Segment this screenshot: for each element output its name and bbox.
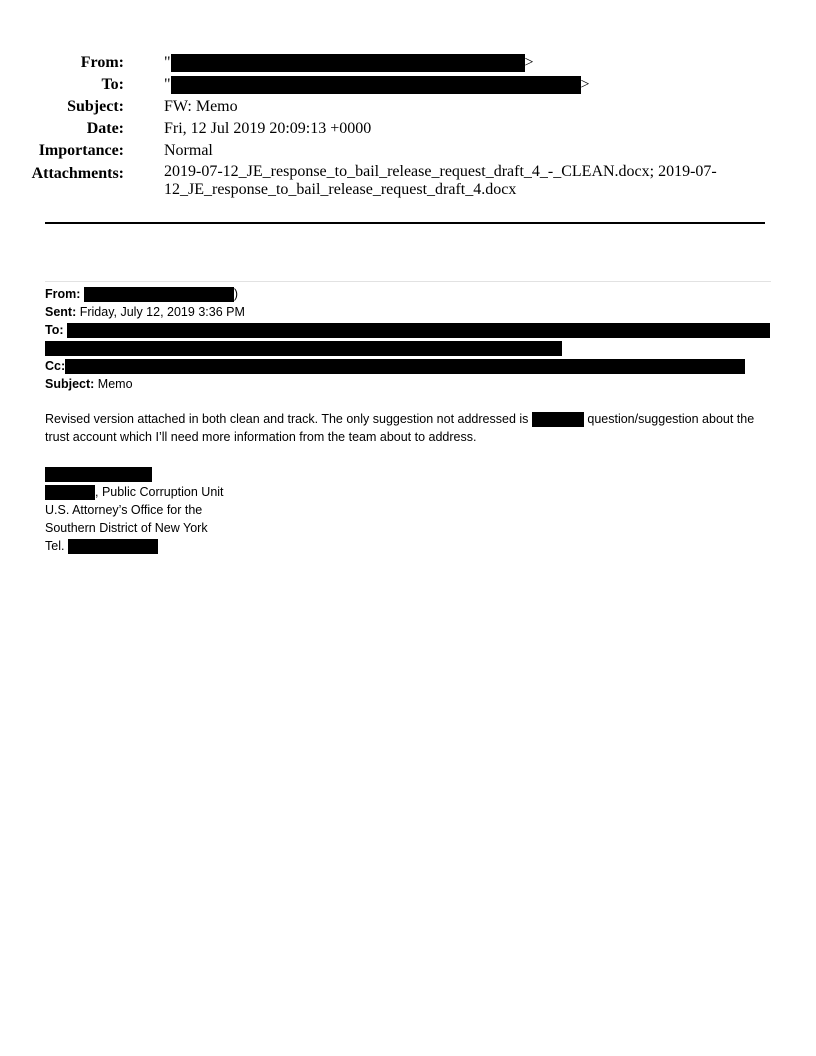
message-body [45, 410, 765, 446]
header-attachments-row [0, 163, 780, 203]
signature-unit: , Public Corruption Unit [95, 485, 224, 499]
message-divider [45, 281, 771, 282]
header-importance-label: Importance: [38, 142, 124, 159]
redaction-block [45, 485, 95, 500]
fw-from-label: From: [45, 287, 81, 301]
redaction-block [67, 323, 770, 338]
header-from-row [0, 52, 780, 74]
header-from-value [164, 52, 534, 74]
header-divider [45, 222, 765, 224]
signature-title [45, 483, 224, 501]
fw-to-label: To: [45, 323, 64, 337]
fw-sent-value: Friday, July 12, 2019 3:36 PM [79, 305, 245, 319]
message-body-part1: Revised version attached in both clean and track. The only suggestion not addressed is [45, 412, 529, 426]
header-attachments-label: Attachments: [31, 165, 124, 182]
signature-office: U.S. Attorney’s Office for the [45, 503, 203, 517]
header-to-row [0, 74, 780, 96]
fw-cc-row [45, 357, 745, 375]
redaction-block [68, 539, 158, 554]
header-to-prefix: " [164, 76, 171, 93]
header-attachments-value: 2019-07-12_JE_response_to_bail_release_request_draft_4_-_CLEAN.docx; 2019-07-12_JE_response_to_bail_release_request_draft_4.docx [164, 163, 717, 198]
signature-district: Southern District of New York [45, 521, 208, 535]
fw-to-row-continued [45, 339, 562, 357]
fw-subject-value: Memo [97, 377, 133, 391]
redaction-block [84, 287, 234, 302]
header-from-prefix: " [164, 54, 171, 71]
fw-from-suffix: ) [233, 287, 239, 301]
redaction-block [532, 412, 584, 427]
fw-cc-label: Cc: [45, 359, 66, 373]
header-from-suffix: > [524, 54, 534, 71]
redaction-block [65, 359, 745, 374]
fw-sent-label: Sent: [45, 305, 77, 319]
header-date-label: Date: [86, 120, 124, 137]
header-importance-row [0, 140, 780, 162]
header-subject-row [0, 96, 780, 118]
signature-tel [45, 537, 158, 555]
header-subject-value: FW: Memo [164, 98, 238, 115]
redaction-block [45, 341, 562, 356]
header-date-row [0, 118, 780, 140]
redaction-block [171, 76, 581, 94]
message-body-part2: question/suggestion about the trust account which I’ll need more information from the team about to address. [45, 412, 755, 444]
fw-to-row [45, 321, 770, 339]
signature-name [45, 465, 152, 483]
redaction-block [171, 54, 525, 72]
header-importance-value: Normal [164, 142, 213, 159]
header-subject-label: Subject: [67, 98, 124, 115]
signature-tel-label: Tel. [45, 539, 65, 553]
fw-from-row [45, 285, 238, 303]
header-from-label: From: [80, 54, 124, 71]
fw-subject-label: Subject: [45, 377, 95, 391]
header-to-value [164, 74, 590, 96]
redaction-block [45, 467, 152, 482]
header-date-value: Fri, 12 Jul 2019 20:09:13 +0000 [164, 120, 372, 137]
fw-subject-row [45, 375, 133, 393]
fw-sent-row [45, 303, 245, 321]
header-to-suffix: > [580, 76, 590, 93]
header-to-label: To: [101, 76, 124, 93]
